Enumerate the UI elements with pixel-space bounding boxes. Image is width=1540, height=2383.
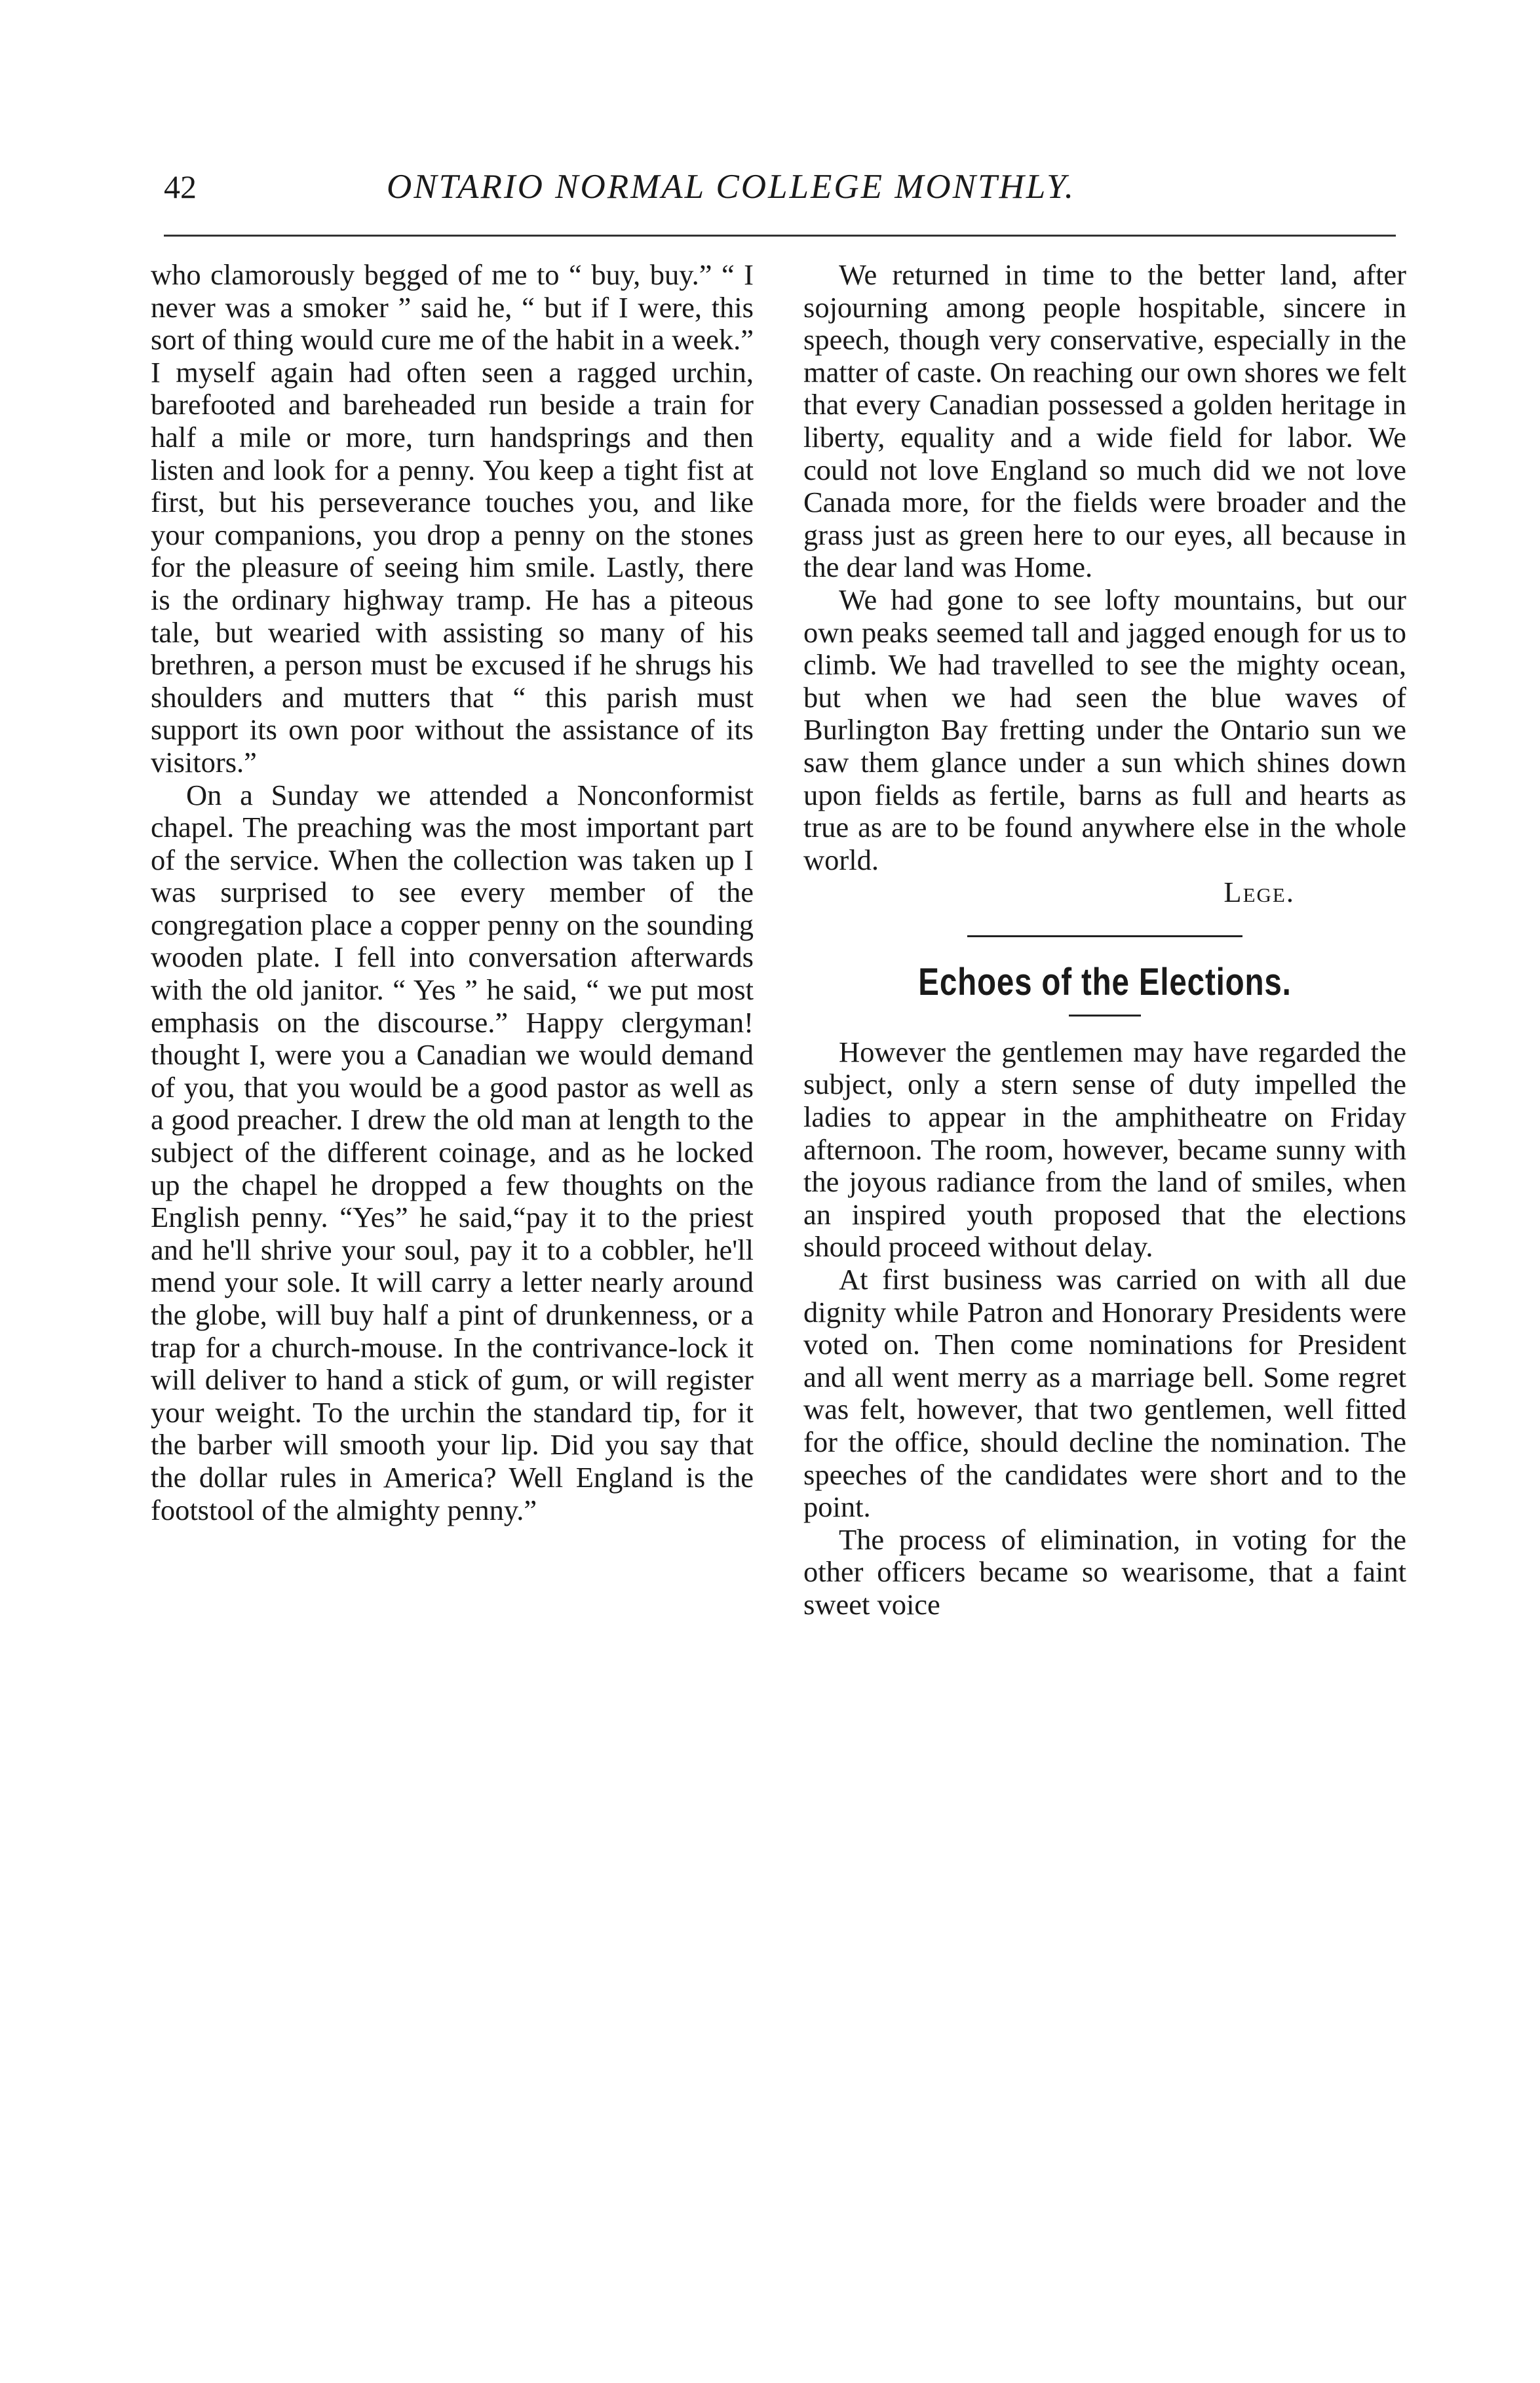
article-paragraph: We returned in time to the better land, after sojourning among people hospitable, sincere in speech, though very conservative, especially in the matter of caste. On reaching our own shores we felt that every Canadian possessed a golden heritage in liberty, equality and a wide field for labor. We could not love England so much did we not love Canada more, for the fields were broader and the grass just as green here to our eyes, all because in the dear land was Home.: [803, 258, 1406, 584]
section-divider: [967, 935, 1242, 937]
article-paragraph: who clamorously begged of me to “ buy, buy.” “ I never was a smoker ” said he, “ but if I were, this sort of thing would cure me of the habit in a week.” I myself again had often seen a ragged urchin, barefooted and bareheaded run beside a train for half a mile or more, turn handsprings and then listen and look for a penny. You keep a tight fist at first, but his perseverance touches you, and like your companions, you drop a penny on the stones for the pleasure of seeing him smile. Lastly, there is the ordinary highway tramp. He has a piteous tale, but wearied with assisting so many of his brethren, a person must be excused if he shrugs his shoulders and mutters that “ this parish must support its own poor without the assistance of its visitors.”: [151, 258, 754, 779]
author-signature: Lege.: [1223, 876, 1295, 909]
header-rule: [164, 235, 1396, 237]
article-paragraph: The process of elimination, in voting for the other officers became so wearisome, that a faint sweet voice: [803, 1522, 1406, 1621]
article-paragraph: We had gone to see lofty mountains, but our own peaks seemed tall and jagged enough for us to climb. We had travelled to see the mighty ocean, but when we had seen the blue waves of Burlington Bay fretting under the Ontario sun we saw them glance under a sun which shines down upon fields as fertile, barns as full and hearts as true as are to be found anywhere else in the whole world.: [803, 583, 1406, 876]
left-column: [151, 259, 754, 1526]
page-number: 42: [164, 168, 197, 205]
article-paragraph: However the gentlemen may have regarded the subject, only a stern sense of duty impelled the ladies to appear in the amphitheatre on Friday afternoon. The room, however, became sunny with the joyous radiance from the land of smiles, when an inspired youth proposed that the elections should proceed without delay.: [803, 1035, 1406, 1264]
article-paragraph: On a Sunday we attended a Nonconformist chapel. The preaching was the most important part of the service. When the collection was taken up I was surprised to see every member of the congregation place a copper penny on the sounding wooden plate. I fell into conversation afterwards with the old janitor. “ Yes ” he said, “ we put most emphasis on the discourse.” Happy clergyman! thought I, were you a Canadian we would demand of you, that you would be a good pastor as well as a good preacher. I drew the old man at length to the subject of the different coinage, and as he locked up the chapel he dropped a few thoughts on the English penny. “Yes” he said,“pay it to the priest and he'll shrive your soul, pay it to a cobbler, he'll mend your sole. It will carry a letter nearly around the globe, will buy half a pint of drunkenness, or a trap for a church-mouse. In the contrivance-lock it will deliver to hand a stick of gum, or will register your weight. To the urchin the standard tip, for it the barber will smooth your lip. Did you say that the dollar rules in America? Well England is the footstool of the almighty penny.”: [151, 778, 754, 1526]
article-paragraph: At first business was carried on with all due dignity while Patron and Honorary Presidents were voted on. Then come nominations for President and all went merry as a marriage bell. Some regret was felt, however, that two gentlemen, well fitted for the office, should decline the nomination. The speeches of the candidates were short and to the point.: [803, 1263, 1406, 1524]
right-column: [803, 259, 1406, 1621]
running-title: ONTARIO NORMAL COLLEGE MONTHLY.: [387, 168, 1076, 206]
page-header: [164, 164, 1396, 216]
section-title: Echoes of the Elections.: [918, 960, 1292, 1003]
title-underline: [1069, 1015, 1141, 1017]
